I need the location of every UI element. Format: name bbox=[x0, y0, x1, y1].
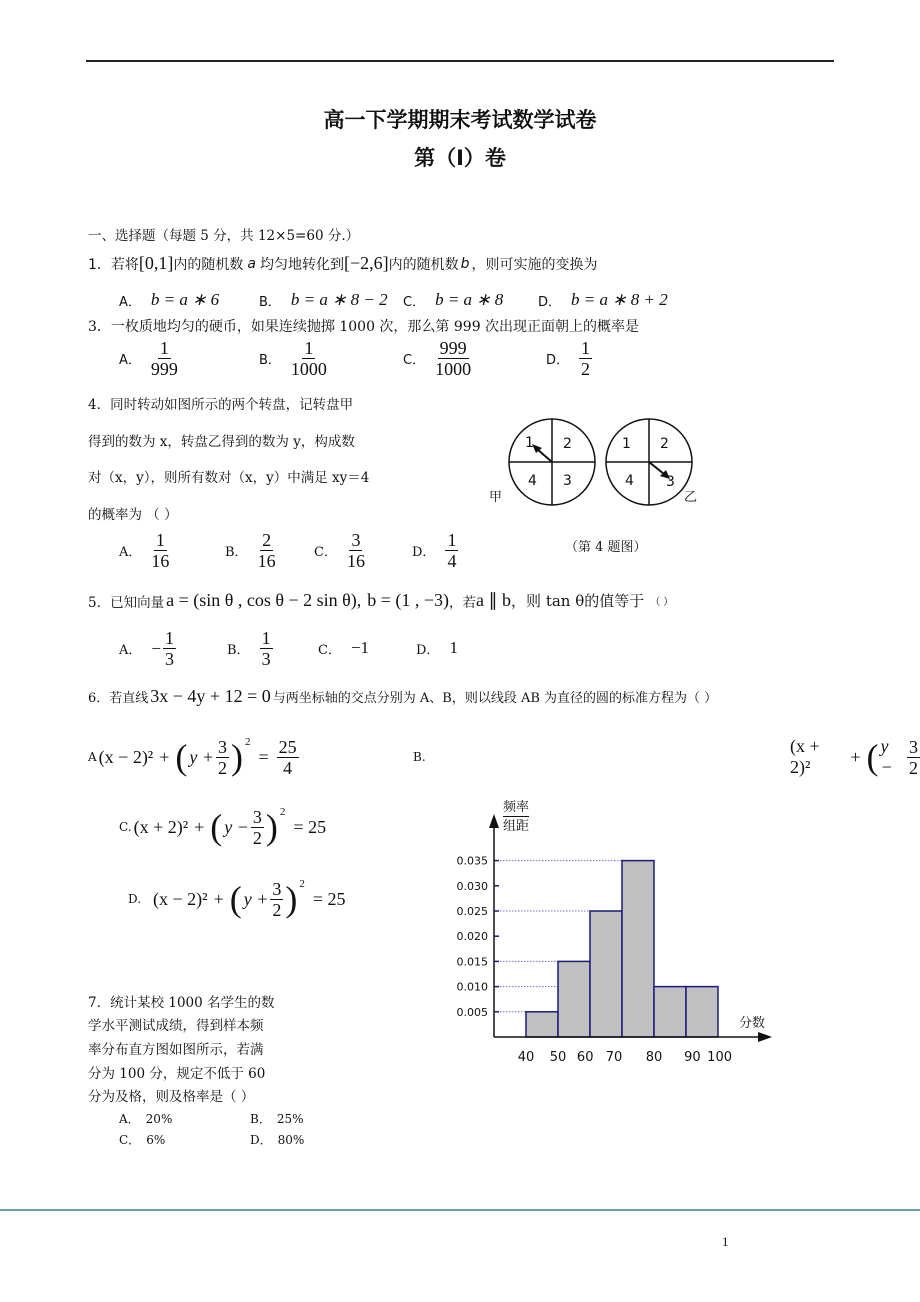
fraction: $\frac{3}{2}$ bbox=[272, 878, 282, 920]
q6-option-b-label[interactable]: B. bbox=[413, 750, 426, 764]
x-axis-arrow-icon bbox=[758, 1032, 772, 1042]
option-label: A． bbox=[119, 545, 142, 560]
q1-option-d[interactable] bbox=[538, 290, 668, 310]
option-label: B． bbox=[259, 353, 281, 368]
spinner-yi-number-3: 3 bbox=[666, 474, 675, 490]
footer-rule bbox=[0, 1209, 920, 1211]
x-tick-label: 40 bbox=[517, 1050, 535, 1065]
exponent: 2 bbox=[245, 736, 251, 748]
x-tick-label: 70 bbox=[605, 1050, 623, 1065]
spinner-jia-number-2: 2 bbox=[563, 436, 572, 452]
q1-option-c[interactable] bbox=[403, 290, 503, 310]
q6-option-d[interactable] bbox=[128, 878, 346, 920]
x-tick-label: 100 bbox=[707, 1050, 733, 1065]
q1-text-mid3: 内的随机数 bbox=[388, 256, 459, 273]
spinner-yi-number-4: 4 bbox=[625, 473, 634, 489]
option-rhs: = 25 bbox=[312, 888, 346, 909]
x-tick-label: 60 bbox=[576, 1050, 594, 1065]
fraction: $\frac{1}{16}$ bbox=[151, 530, 170, 571]
q1-var-b: b bbox=[460, 255, 470, 272]
left-paren: ( bbox=[210, 807, 223, 847]
option-sign: + bbox=[850, 746, 861, 767]
page-number: 1 bbox=[722, 1234, 729, 1249]
spinner-jia bbox=[509, 419, 595, 505]
left-paren: ( bbox=[175, 737, 188, 777]
option-label: B． bbox=[259, 294, 281, 310]
q5-vector-b: b = (1 , −3) bbox=[367, 590, 450, 610]
option-label: C． bbox=[314, 545, 337, 560]
option-label: B． bbox=[250, 1112, 271, 1126]
fraction: $\frac{25}{4}$ bbox=[278, 736, 297, 778]
q6-option-a[interactable] bbox=[88, 736, 299, 778]
question-6 bbox=[88, 686, 717, 707]
q4-figure-caption: （第 4 题图） bbox=[565, 540, 647, 555]
option-sign: + bbox=[194, 816, 205, 837]
x-tick-label: 90 bbox=[684, 1050, 701, 1065]
q4-option-c[interactable] bbox=[314, 530, 365, 571]
q5-parallel: a ∥ b bbox=[476, 590, 512, 610]
option-term: (x − 2)² bbox=[98, 746, 154, 767]
q3-option-d[interactable] bbox=[546, 338, 592, 379]
q1-interval-2: [−2,6] bbox=[344, 253, 389, 273]
option-label: C． bbox=[403, 294, 426, 310]
q1-text-post: ，则可实施的变换为 bbox=[471, 256, 598, 273]
right-paren: ) bbox=[231, 737, 244, 777]
q4-line-2: 得到的数为 x，转盘乙得到的数为 y，构成数 bbox=[88, 434, 355, 450]
option-value: b = a ∗ 8 − 2 bbox=[290, 290, 388, 309]
q7-option-d[interactable] bbox=[250, 1131, 304, 1148]
page-title: 高一下学期期末考试数学试卷 bbox=[323, 108, 597, 132]
fraction: $\frac{1}{3}$ bbox=[261, 628, 271, 669]
q4-option-b[interactable] bbox=[225, 530, 276, 571]
fraction: $\frac{3}{2}$ bbox=[218, 736, 228, 778]
question-5 bbox=[88, 590, 673, 611]
option-label: D． bbox=[416, 642, 440, 658]
histogram-bar bbox=[654, 987, 686, 1037]
q5-option-b[interactable] bbox=[227, 628, 273, 669]
option-term: (x − 2)² bbox=[153, 888, 208, 909]
y-tick-label: 0.030 bbox=[456, 879, 488, 893]
option-label: D． bbox=[546, 353, 570, 368]
option-sign: + bbox=[213, 888, 224, 909]
fraction: $\frac{1}{2}$ bbox=[581, 338, 591, 379]
q1-text-mid1: 内的随机数 bbox=[173, 256, 244, 273]
q7-option-b[interactable] bbox=[250, 1110, 304, 1127]
question-1 bbox=[88, 253, 598, 274]
x-axis-label: 分数 bbox=[739, 1016, 766, 1031]
q5-text-pre: 5．已知向量 bbox=[88, 594, 165, 611]
spinner-jia-number-3: 3 bbox=[563, 473, 572, 489]
spinner-yi-number-2: 2 bbox=[660, 436, 669, 452]
q6-option-b[interactable] bbox=[790, 736, 920, 778]
option-label: D． bbox=[412, 545, 436, 560]
option-label: D． bbox=[250, 1133, 272, 1147]
option-term: y + bbox=[189, 746, 215, 767]
option-label: A bbox=[88, 750, 97, 764]
option-value: 20% bbox=[145, 1111, 173, 1126]
right-paren: ) bbox=[285, 879, 298, 919]
x-tick-label: 50 bbox=[549, 1050, 567, 1065]
option-label: A． bbox=[119, 353, 141, 368]
question-3: 3．一枚质地均匀的硬币，如果连续抛掷 1000 次，那么第 999 次出现正面朝上的概率是 bbox=[88, 319, 640, 335]
fraction: $\frac{2}{16}$ bbox=[257, 530, 276, 571]
equals-sign: = bbox=[258, 746, 269, 767]
option-label: D. bbox=[128, 892, 142, 906]
option-label: A． bbox=[119, 643, 142, 658]
q1-text-pre: 1．若将 bbox=[88, 256, 139, 273]
q4-line-1: 4．同时转动如图所示的两个转盘，记转盘甲 bbox=[88, 397, 354, 413]
option-term: y + bbox=[243, 888, 269, 909]
histogram-bar bbox=[526, 1012, 558, 1037]
x-tick-label: 80 bbox=[645, 1050, 663, 1065]
option-value: b = a ∗ 6 bbox=[150, 290, 220, 309]
option-rhs: = 25 bbox=[293, 816, 327, 837]
option-label: B． bbox=[225, 545, 248, 560]
histogram-bar bbox=[590, 911, 622, 1037]
q1-option-b[interactable] bbox=[259, 290, 388, 310]
spinner-jia-number-4: 4 bbox=[528, 473, 537, 489]
q7-line-4: 分为 100 分，规定不低于 60 bbox=[88, 1066, 266, 1082]
option-term: y − bbox=[880, 736, 893, 777]
option-term: (x + 2)² bbox=[133, 816, 189, 837]
q7-line-5: 分为及格，则及格率是（ ） bbox=[88, 1089, 255, 1105]
option-label: C. bbox=[119, 820, 132, 834]
q4-option-a[interactable] bbox=[119, 530, 169, 571]
q7-option-a[interactable] bbox=[119, 1110, 172, 1127]
fraction: $\frac{3}{2}$ bbox=[909, 736, 918, 778]
fraction: $\frac{3}{16}$ bbox=[346, 530, 365, 571]
q3-option-a[interactable] bbox=[119, 338, 178, 379]
right-paren: ) bbox=[265, 807, 278, 847]
option-value: 25% bbox=[276, 1111, 304, 1126]
q1-interval-1: [0,1] bbox=[138, 253, 174, 273]
q5-vector-a: a = (sin θ , cos θ − 2 sin θ), bbox=[166, 590, 362, 610]
q5-option-c[interactable] bbox=[318, 638, 369, 658]
fraction: $\frac{3}{2}$ bbox=[252, 806, 262, 848]
q6-text-post: 与两坐标轴的交点分别为 A、B，则以线段 AB 为直径的圆的标准方程为（ ） bbox=[272, 691, 718, 706]
q1-var-a: a bbox=[247, 255, 257, 272]
left-paren: ( bbox=[229, 879, 242, 919]
option-label: C． bbox=[318, 642, 341, 658]
fraction: $\frac{1}{1000}$ bbox=[290, 338, 327, 379]
q7-line-1: 7．统计某校 1000 名学生的数 bbox=[88, 995, 275, 1011]
q6-line-equation: 3x − 4y + 12 = 0 bbox=[150, 686, 271, 706]
option-sign: + bbox=[159, 746, 170, 767]
fraction: $\frac{1}{4}$ bbox=[447, 530, 457, 571]
y-tick-label: 0.010 bbox=[456, 980, 488, 994]
spinner-yi-label: 乙 bbox=[684, 490, 698, 505]
option-sign: − bbox=[151, 638, 161, 658]
option-label: C． bbox=[119, 1133, 141, 1147]
histogram-bar bbox=[686, 987, 718, 1037]
spinner-yi bbox=[606, 419, 692, 505]
option-value: −1 bbox=[350, 638, 370, 657]
q5-option-d[interactable] bbox=[416, 638, 458, 658]
y-tick-label: 0.035 bbox=[456, 854, 488, 868]
fraction: $\frac{1}{999}$ bbox=[150, 338, 178, 379]
q4-spinner-figure bbox=[480, 405, 710, 515]
option-value: 80% bbox=[277, 1132, 305, 1147]
q4-option-d[interactable] bbox=[412, 530, 458, 571]
option-label: B． bbox=[227, 643, 250, 658]
option-value: 1 bbox=[449, 638, 458, 657]
q7-option-c[interactable] bbox=[119, 1131, 165, 1148]
fraction: $\frac{999}{1000}$ bbox=[435, 338, 472, 379]
q4-line-4: 的概率为 （ ） bbox=[88, 507, 178, 523]
y-tick-label: 0.005 bbox=[456, 1005, 488, 1019]
q4-line-3: 对（x，y），则所有数对（x，y）中满足 xy＝4 bbox=[88, 470, 370, 486]
page-subtitle: 第（I）卷 bbox=[414, 146, 506, 170]
left-paren: ( bbox=[866, 737, 879, 777]
q6-text-pre: 6．若直线 bbox=[88, 691, 149, 706]
y-tick-label: 0.015 bbox=[456, 955, 488, 969]
option-value: 6% bbox=[146, 1132, 166, 1147]
q7-line-3: 率分布直方图如图所示，若满 bbox=[88, 1042, 264, 1058]
exponent: 2 bbox=[279, 806, 286, 818]
option-term: (x + 2)² bbox=[790, 736, 820, 777]
histogram-bar bbox=[558, 961, 590, 1037]
option-label: A． bbox=[119, 294, 141, 310]
y-axis-label-top: 频率 bbox=[503, 800, 530, 815]
y-tick-label: 0.025 bbox=[456, 905, 488, 918]
fraction: $\frac{1}{3}$ bbox=[164, 628, 174, 669]
q5-text-post: ，则 tan θ的值等于 bbox=[511, 592, 645, 610]
option-label: A． bbox=[119, 1112, 140, 1126]
q6-option-c[interactable] bbox=[119, 806, 326, 848]
spinner-jia-label: 甲 bbox=[489, 490, 503, 505]
q3-option-b[interactable] bbox=[259, 338, 327, 379]
q5-blank: （ ） bbox=[650, 597, 674, 608]
histogram-bar bbox=[622, 861, 654, 1037]
y-tick-label: 0.020 bbox=[456, 930, 488, 944]
option-value: b = a ∗ 8 + 2 bbox=[571, 290, 668, 309]
spinner-jia-number-1: 1 bbox=[525, 435, 534, 451]
section-heading: 一、选择题（每题 5 分，共 12×5=60 分.） bbox=[88, 228, 360, 244]
y-axis-arrow-icon bbox=[489, 814, 499, 828]
spinner-yi-number-1: 1 bbox=[622, 436, 631, 452]
q1-text-mid2: 均匀地转化到 bbox=[260, 256, 345, 273]
header-rule bbox=[86, 60, 834, 62]
frequency-histogram bbox=[440, 790, 780, 1080]
q3-option-c[interactable] bbox=[403, 338, 471, 379]
option-label: C． bbox=[403, 353, 426, 368]
option-term: y − bbox=[224, 816, 249, 837]
option-value: b = a ∗ 8 bbox=[435, 290, 504, 309]
q5-text-mid: ，若 bbox=[449, 594, 477, 611]
q7-line-2: 学水平测试成绩，得到样本频 bbox=[88, 1018, 264, 1034]
option-label: D． bbox=[538, 294, 562, 310]
q5-option-a[interactable] bbox=[119, 628, 176, 669]
y-axis-label-bottom: 组距 bbox=[503, 819, 530, 834]
q1-option-a[interactable] bbox=[119, 290, 219, 310]
exponent: 2 bbox=[299, 878, 305, 890]
